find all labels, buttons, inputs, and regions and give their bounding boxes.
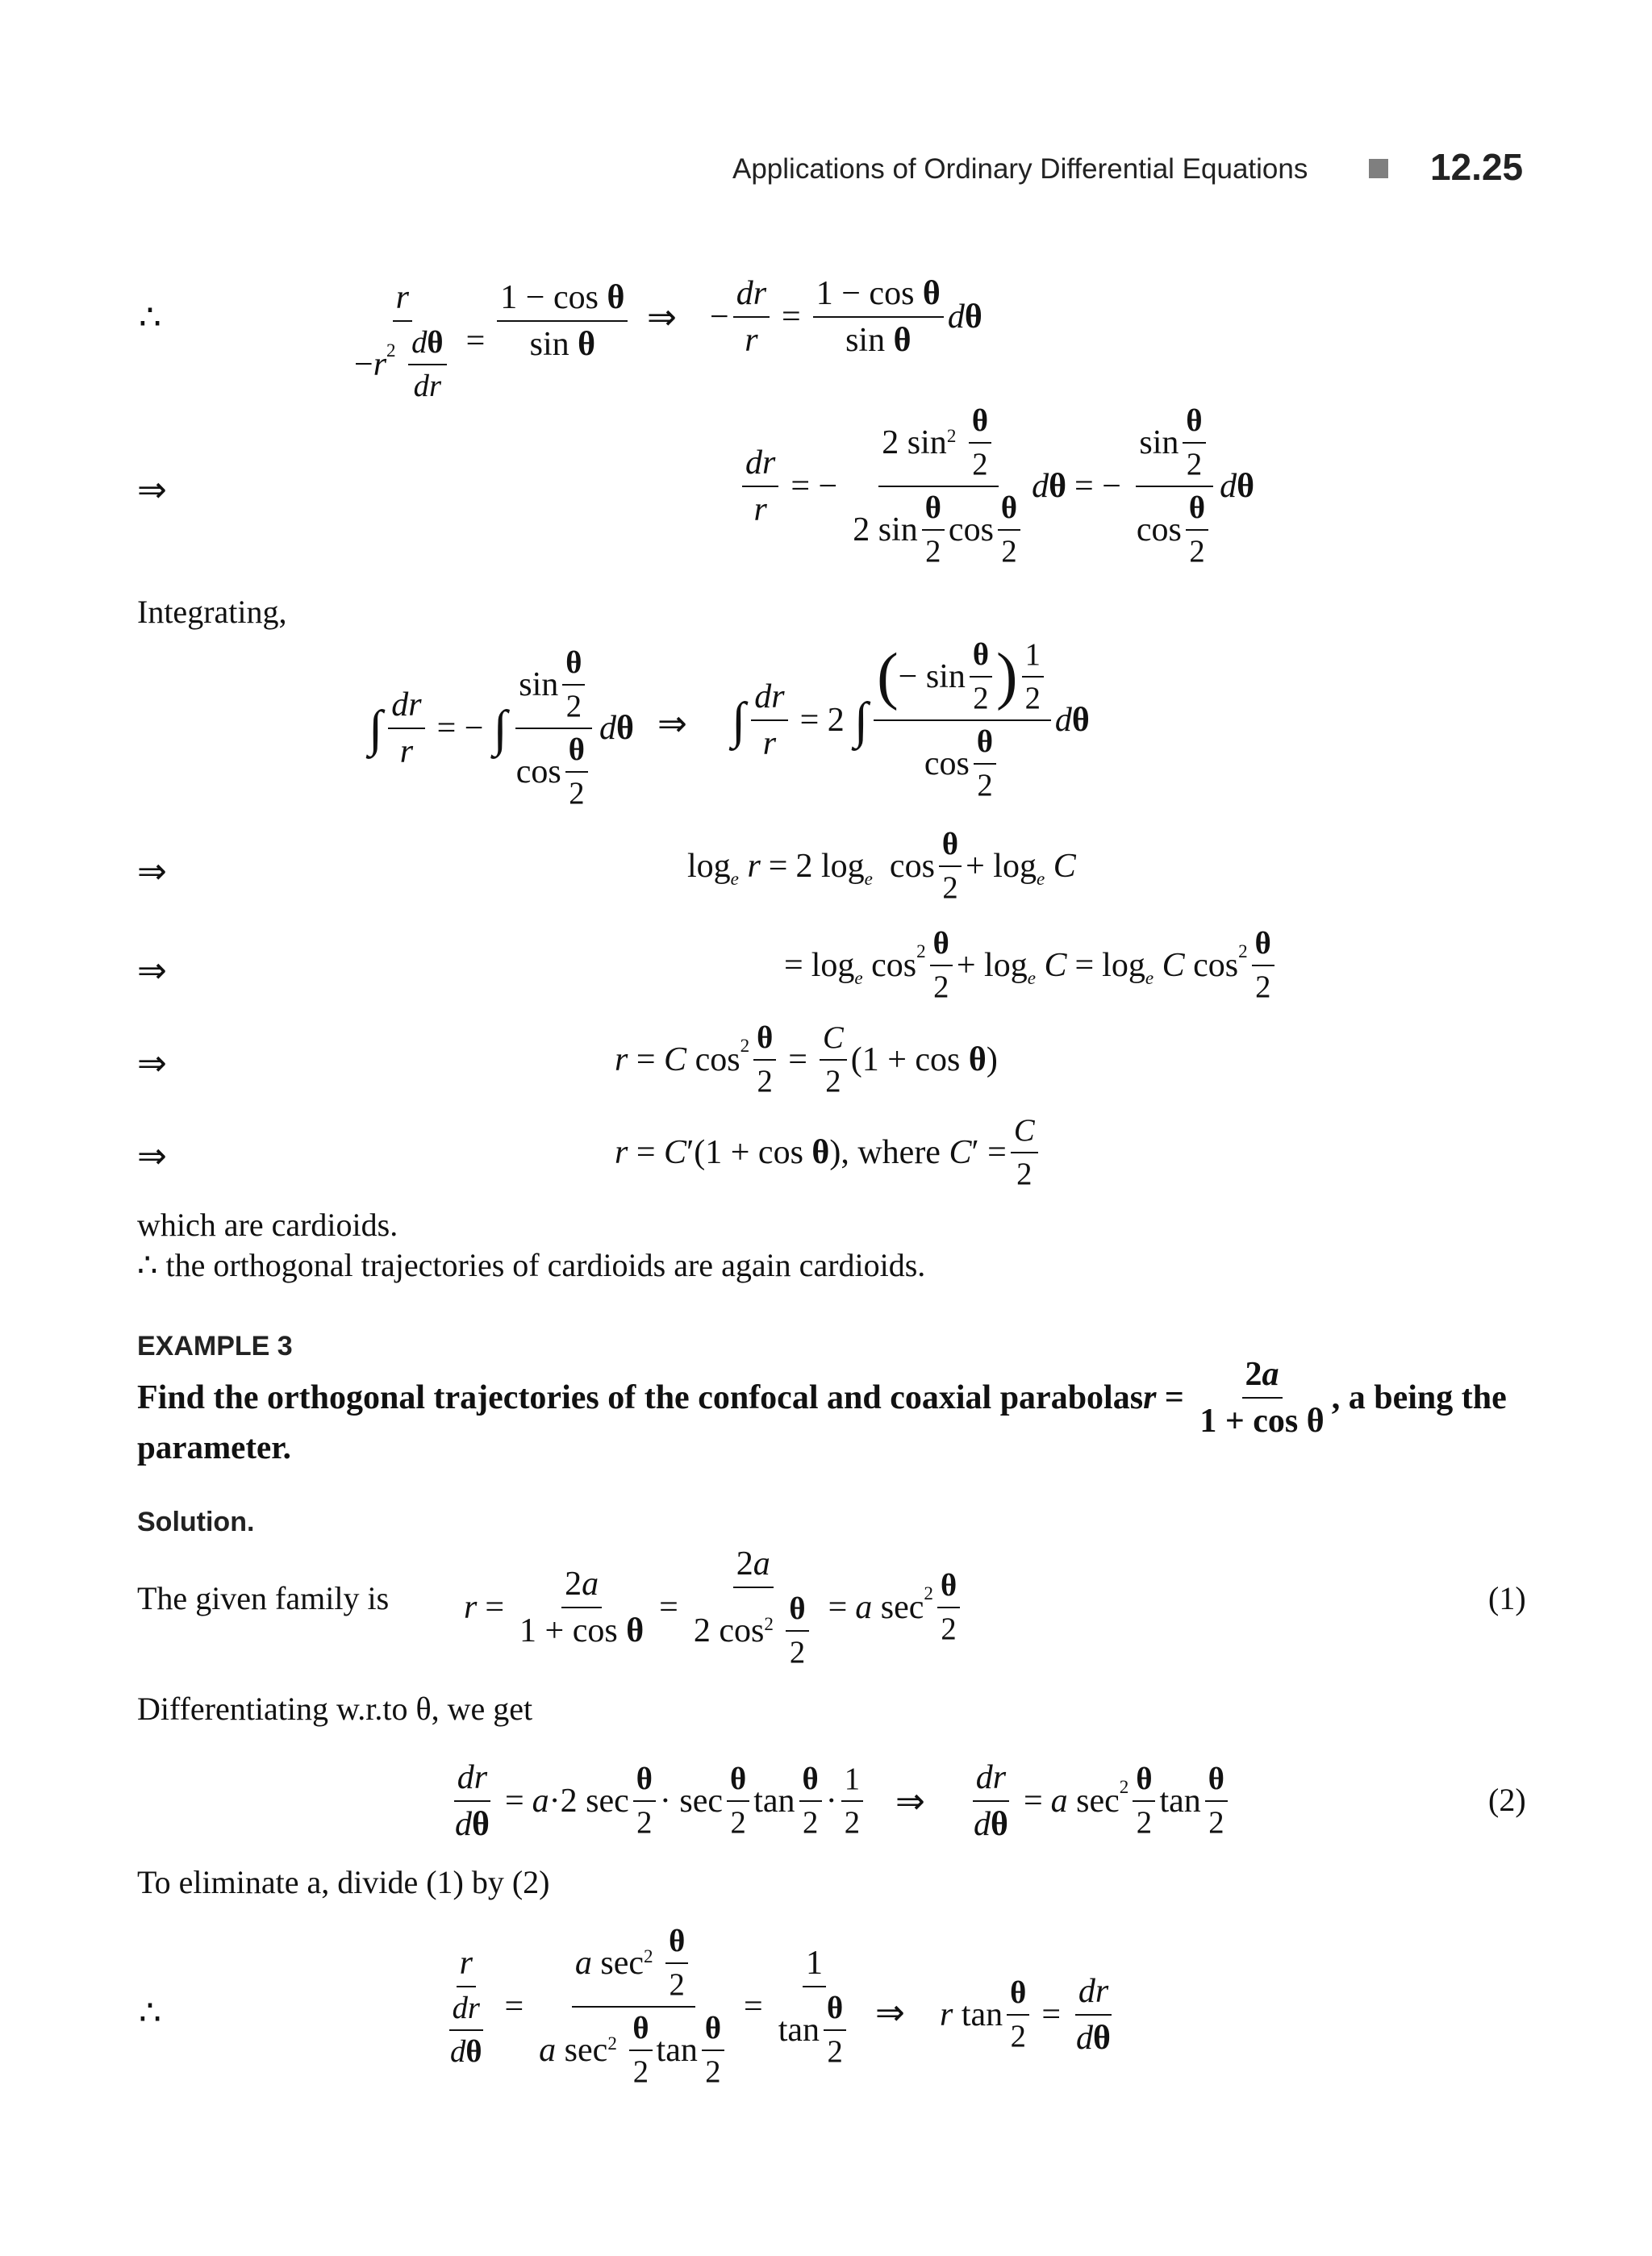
implies-symbol-3: ⇒ — [137, 951, 167, 990]
therefore-symbol-1: ∴ — [139, 298, 161, 337]
problem-statement-line2: parameter. — [137, 1428, 291, 1466]
page-number: 12.25 — [1430, 146, 1524, 188]
equation-given-family: r = 2 a 1 + cos θ = 2 a 2 cos 2 $\frac{\theta}{2}$ = a $\sec^2$ $\frac{\theta}{2}$ — [464, 1545, 964, 1670]
given-family-text: The given family is — [137, 1580, 390, 1616]
equation-derivative: dr d θ = a·2 sec $\frac{\theta}{2}$ · sec $\frac{\theta}{2}$ tan $\frac{\theta}{2}$ · $\frac{1}{2}$ — [448, 1758, 867, 1844]
example-label: EXAMPLE 3 — [137, 1331, 293, 1362]
integrating-label: Integrating, — [137, 594, 287, 630]
problem-statement-line1: Find the orthogonal trajectories of the confocal and coaxial parabolas r = 2a 1 + cos θ , a being the — [137, 1356, 1507, 1440]
solution-label: Solution. — [137, 1507, 255, 1537]
implies-symbol-4: ⇒ — [137, 1044, 167, 1083]
problem-text-part2: , a being the — [1331, 1379, 1507, 1416]
therefore-symbol-2: ∴ — [139, 1993, 161, 2033]
equation-log-combined: = $\log_e \cos^2$ $\frac{\theta}{2}$ + $\log_e C$ = $\log_e C$ $\cos^2$ $\frac{\theta}{2}$ — [776, 926, 1279, 1005]
implies-symbol-5: ⇒ — [137, 1136, 167, 1176]
equation-dr-over-r-tan: $\frac{dr}{r}$ = − 2 sin 2 $\frac{\theta}{2}$ 2 sin $\frac{\theta}{2}$ cos $\frac{\theta}{2}$ dθ = − sin $\frac{\theta}{2}$ cos $\frac{\theta}{2}$ dθ — [738, 403, 1254, 569]
running-header-title: Applications of Ordinary Differential Equations — [732, 153, 1308, 185]
equation-ratio-final: r dr d θ = a sec 2 $\frac{\theta}{2}$ a sec 2 $\frac{\theta}{2}$ tan $\frac{\theta}{2}$ = 1 tan $\frac{\theta}{2}$ — [436, 1924, 857, 2090]
eliminate-text: To eliminate a, divide (1) by (2) — [137, 1864, 550, 1900]
differentiating-text: Differentiating w.r.to θ, we get — [137, 1691, 533, 1727]
implies-symbol-2: ⇒ — [137, 852, 167, 891]
conclusion-statement: ∴ the orthogonal trajectories of cardioids are again cardioids. — [137, 1247, 926, 1283]
header-square-marker — [1369, 159, 1388, 178]
implies-symbol-1: ⇒ — [137, 470, 167, 510]
equation-r-cprime: r = C′(1 + cos θ), where C′ = $\frac{C}{2}$ — [615, 1113, 1042, 1192]
equation-integral-1: ∫ $\frac{dr}{r}$ = − ∫ sin $\frac{\theta}{2}$ cos $\frac{\theta}{2}$ dθ — [369, 646, 634, 811]
implies-symbol-inline-1: ⇒ — [647, 298, 677, 337]
equation-neg-dr-over-r: − $\frac{dr}{r}$ = 1 − cos θ sin θ dθ — [710, 275, 982, 359]
equation-integral-2: ∫ $\frac{dr}{r}$ = 2 ∫ ( − sin $\frac{\theta}{2}$ ) $\frac{1}{2}$ cos $\frac{\theta}{2}$ dθ — [732, 638, 1090, 803]
cardioids-statement: which are cardioids. — [137, 1207, 398, 1243]
implies-symbol-inline-3: ⇒ — [895, 1782, 925, 1821]
equation-r-tan: r tan $\frac{\theta}{2}$ = dr d θ — [940, 1973, 1111, 2057]
implies-symbol-inline-4: ⇒ — [875, 1993, 905, 2033]
equation-ratio-r: r $-r^2$ d θ dr = 1 − cos θ sin θ — [347, 278, 632, 404]
problem-text-part1: Find the orthogonal trajectories of the confocal and coaxial parabolas — [137, 1379, 1144, 1416]
equation-log-r: $\log_e r$ = 2 $\log_e \cos$ $\frac{\theta}{2}$ + $\log_e C$ — [687, 828, 1076, 905]
equation-number-2: (2) — [1488, 1782, 1526, 1818]
implies-symbol-inline-2: ⇒ — [657, 704, 687, 744]
equation-derivative-simplified: dr d θ = a $\sec^2$ $\frac{\theta}{2}$ tan $\frac{\theta}{2}$ — [966, 1758, 1232, 1844]
equation-r-c-cos2: r = C $\cos^2$ $\frac{\theta}{2}$ = $\frac{C}{2}$ (1 + cos θ) — [615, 1021, 998, 1099]
equation-number-1: (1) — [1488, 1580, 1526, 1616]
